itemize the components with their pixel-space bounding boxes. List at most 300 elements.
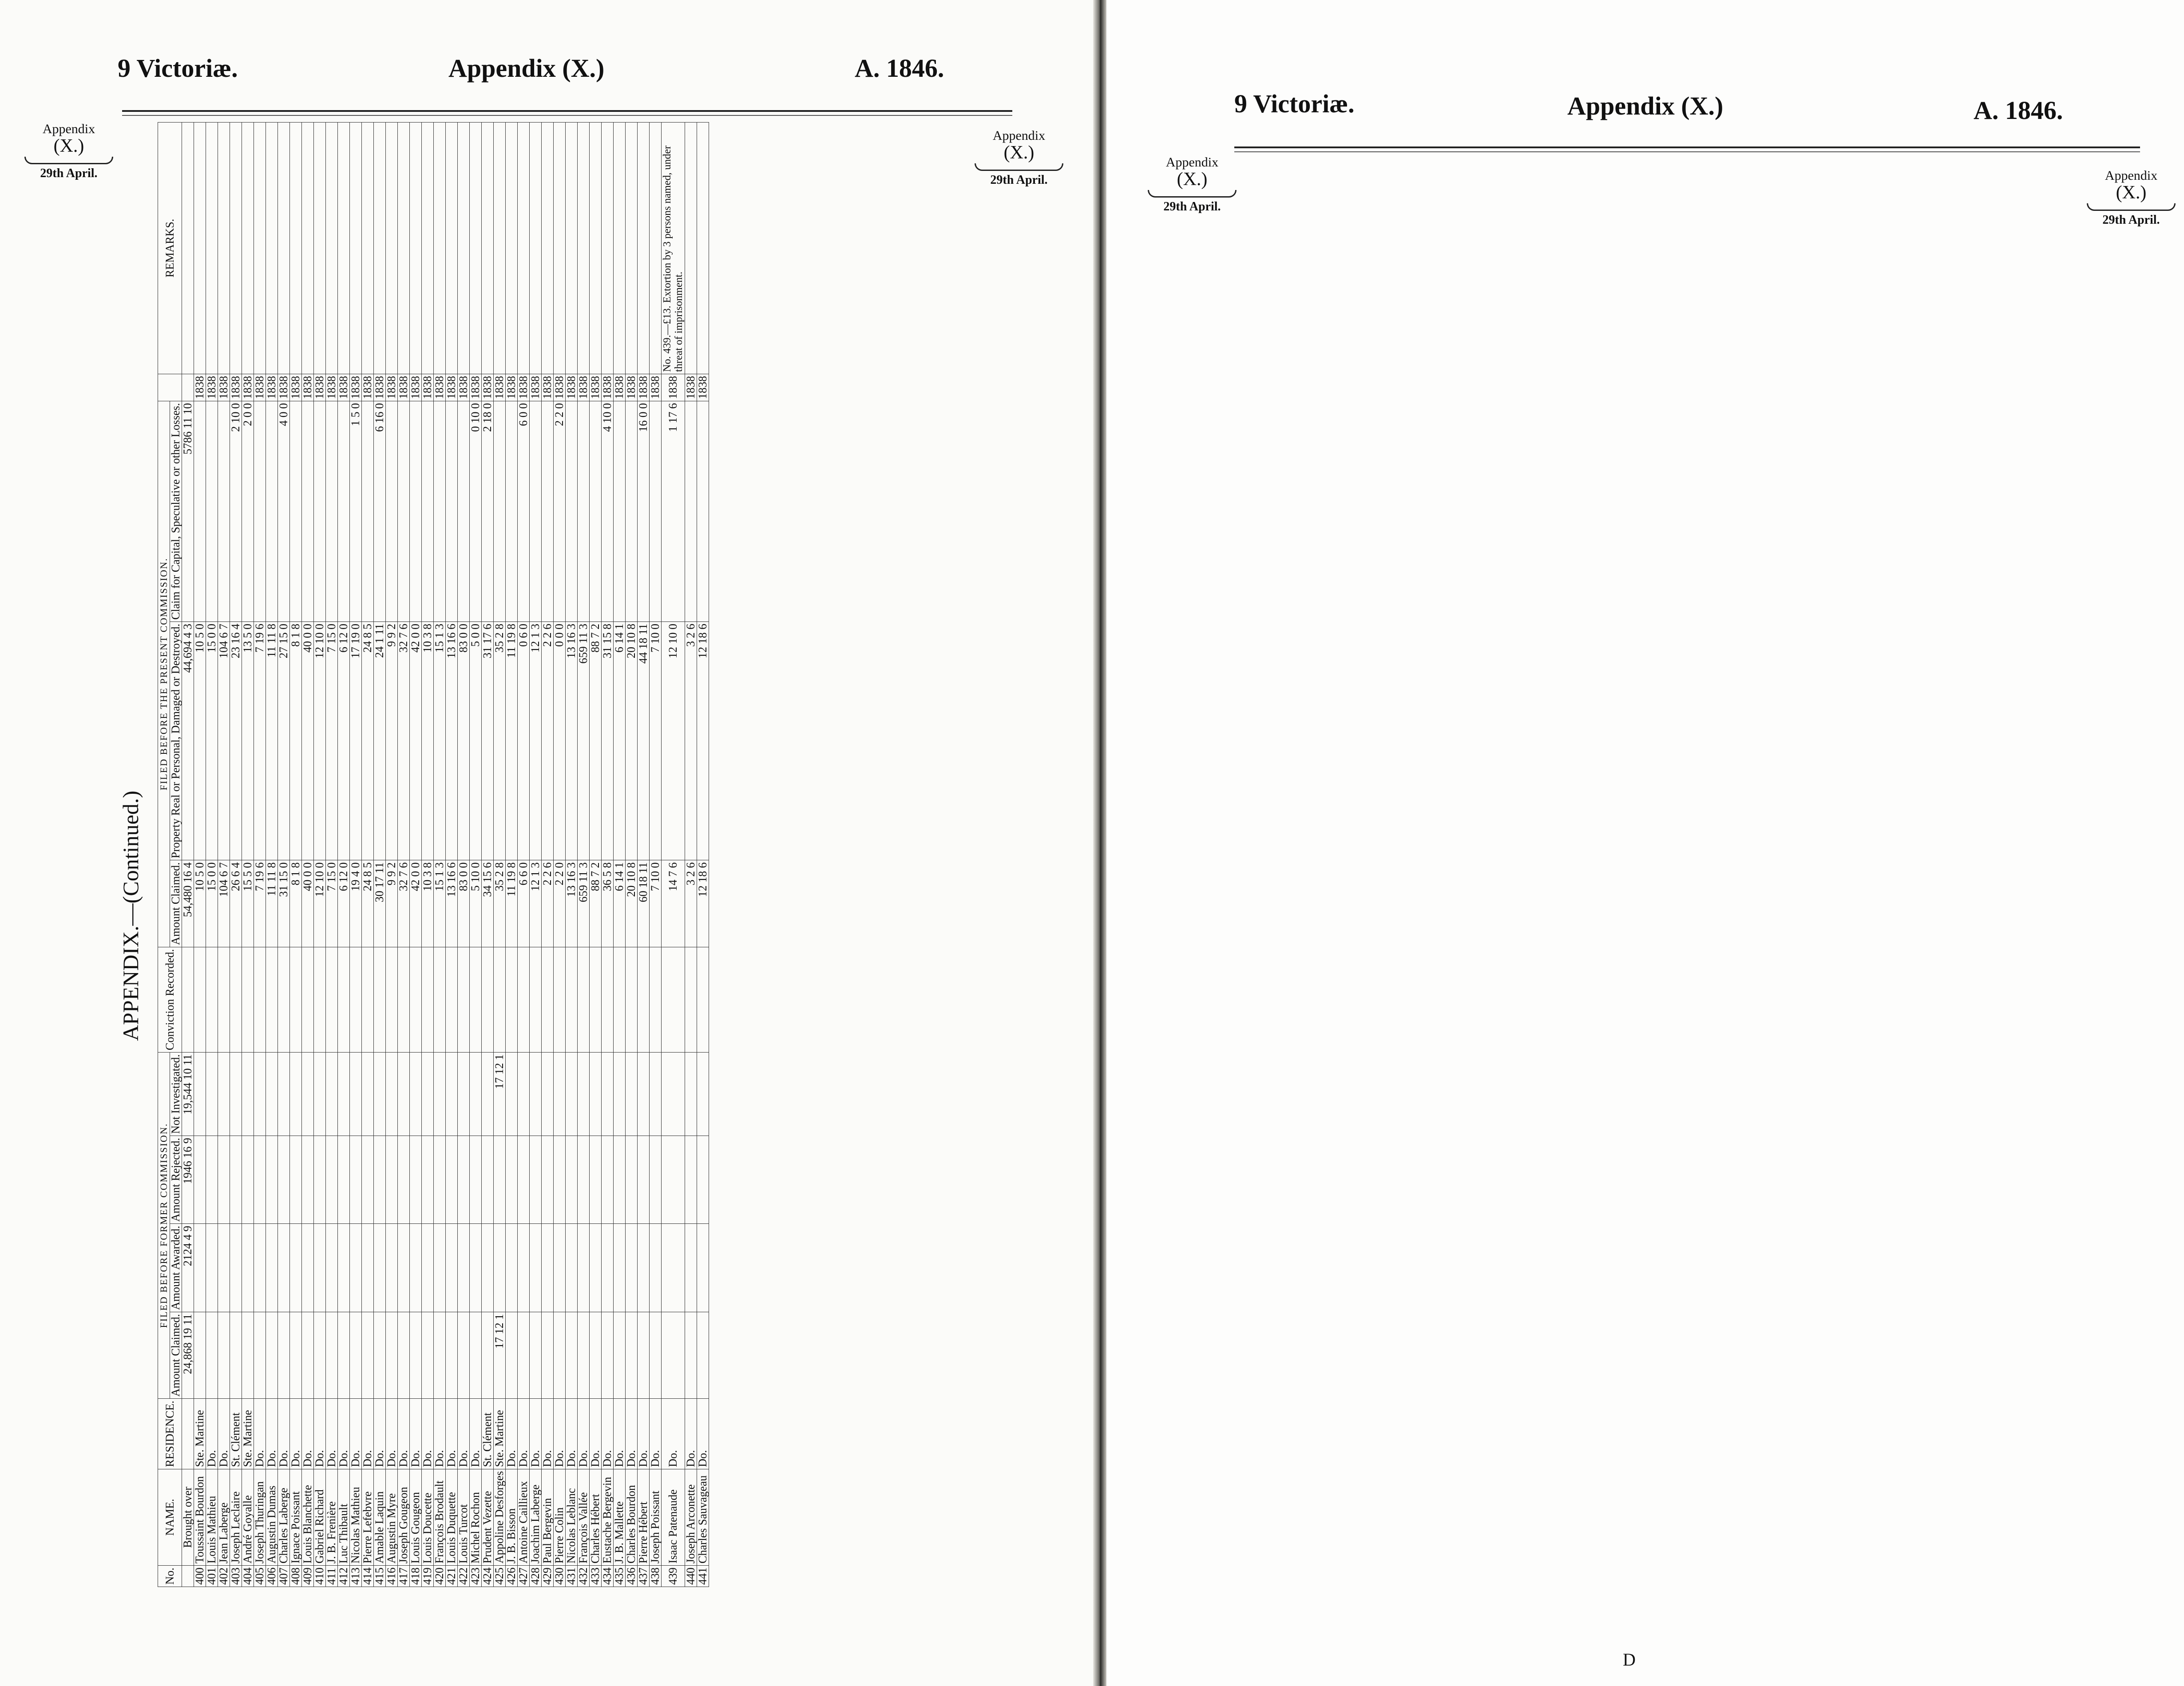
row-present-claimed: 12 10 0 (314, 860, 326, 947)
row-conviction (662, 947, 685, 1052)
row-year: 1838 (662, 374, 685, 401)
row-property: 12 10 0 (314, 621, 326, 860)
row-no: 403 (230, 1566, 242, 1587)
row-rejected (206, 1136, 218, 1224)
row-former-claimed (374, 1312, 386, 1398)
row-awarded (338, 1224, 350, 1312)
table-title: APPENDIX.—(Continued.) (118, 791, 143, 1041)
row-not-investigated (374, 1053, 386, 1136)
row-claim-for (206, 401, 218, 621)
row-name: Joachim Laberge (530, 1469, 542, 1565)
row-property: 7 10 0 (650, 621, 662, 860)
row-not-investigated: 17 12 1 (494, 1053, 506, 1136)
row-awarded (590, 1224, 602, 1312)
row-claim-for (614, 401, 626, 621)
row-claim-for (650, 401, 662, 621)
row-present-claimed: 3 2 6 (685, 860, 697, 947)
row-property: 12 18 6 (697, 621, 709, 860)
row-remarks (685, 123, 697, 374)
row-former-claimed (242, 1312, 254, 1398)
row-no: 441 (697, 1566, 709, 1587)
row-name: Joseph Poissant (650, 1469, 662, 1565)
row-conviction (350, 947, 362, 1052)
row-property: 32 7 6 (398, 621, 410, 860)
table-row (326, 123, 338, 1587)
row-present-claimed: 26 6 4 (230, 860, 242, 947)
row-name: François Vallée (578, 1469, 590, 1565)
row-property: 88 7 2 (590, 621, 602, 860)
row-claim-for: 6 0 0 (518, 401, 530, 621)
row-present-claimed: 7 10 0 (650, 860, 662, 947)
row-no: 419 (422, 1566, 434, 1587)
row-remarks (470, 123, 482, 374)
row-former-claimed (602, 1312, 614, 1398)
row-awarded (697, 1224, 709, 1312)
row-awarded (638, 1224, 650, 1312)
row-residence: Do. (626, 1399, 638, 1469)
row-conviction (230, 947, 242, 1052)
row-conviction (470, 947, 482, 1052)
row-former-claimed (338, 1312, 350, 1398)
row-remarks (242, 123, 254, 374)
margin-appendix: Appendix (42, 122, 95, 136)
row-property: 83 0 0 (458, 621, 470, 860)
row-awarded (650, 1224, 662, 1312)
row-rejected (302, 1136, 314, 1224)
row-no: 418 (410, 1566, 422, 1587)
table-row (206, 123, 218, 1587)
row-name: Louis Mathieu (206, 1469, 218, 1565)
row-year: 1838 (206, 374, 218, 401)
margin-appendix: Appendix (1165, 155, 1219, 170)
col-present-claimed: Amount Claimed. (170, 860, 182, 947)
row-not-investigated (398, 1053, 410, 1136)
margin-note-left (24, 122, 113, 180)
row-rejected (578, 1136, 590, 1224)
header-year: A. 1846. (1974, 96, 2063, 125)
table-row (518, 123, 530, 1587)
row-year: 1838 (554, 374, 566, 401)
row-remarks (266, 123, 278, 374)
row-remarks (614, 123, 626, 374)
row-rejected (662, 1136, 685, 1224)
row-claim-for (218, 401, 230, 621)
table-row (434, 123, 446, 1587)
margin-date: 29th April. (40, 166, 98, 180)
row-remarks (314, 123, 326, 374)
row-rejected (458, 1136, 470, 1224)
row-former-claimed (290, 1312, 302, 1398)
row-residence: Do. (410, 1399, 422, 1469)
row-not-investigated (218, 1053, 230, 1136)
row-property: 20 10 8 (626, 621, 638, 860)
row-year: 1838 (374, 374, 386, 401)
row-claim-for (506, 401, 518, 621)
row-residence: Do. (266, 1399, 278, 1469)
row-no: 402 (218, 1566, 230, 1587)
row-name: Joseph Thuringan (254, 1469, 266, 1565)
row-year: 1838 (434, 374, 446, 401)
row-not-investigated (506, 1053, 518, 1136)
row-claim-for: 6 16 0 (374, 401, 386, 621)
row-rejected (230, 1136, 242, 1224)
table-row (254, 123, 266, 1587)
row-year: 1838 (218, 374, 230, 401)
row-year: 1838 (650, 374, 662, 401)
table-row (685, 123, 697, 1587)
row-property: 11 19 8 (506, 621, 518, 860)
row-name: J. B. Frenière (326, 1469, 338, 1565)
row-residence: Do. (206, 1399, 218, 1469)
row-rejected (590, 1136, 602, 1224)
row-former-claimed (566, 1312, 578, 1398)
row-not-investigated (554, 1053, 566, 1136)
row-awarded (326, 1224, 338, 1312)
row-present-claimed: 6 12 0 (338, 860, 350, 947)
row-property: 2 2 6 (542, 621, 554, 860)
table-row (242, 123, 254, 1587)
row-present-claimed: 2 2 6 (542, 860, 554, 947)
row-not-investigated (314, 1053, 326, 1136)
row-former-claimed (314, 1312, 326, 1398)
row-rejected (290, 1136, 302, 1224)
row-present-claimed: 15 0 0 (206, 860, 218, 947)
table-row (590, 123, 602, 1587)
row-awarded (254, 1224, 266, 1312)
row-present-claimed: 104 6 7 (218, 860, 230, 947)
row-awarded (302, 1224, 314, 1312)
row-remarks (230, 123, 242, 374)
row-remarks (542, 123, 554, 374)
row-year: 1838 (590, 374, 602, 401)
row-not-investigated (362, 1053, 374, 1136)
row-awarded (482, 1224, 494, 1312)
col-no: No. (158, 1566, 182, 1587)
row-not-investigated (602, 1053, 614, 1136)
table-row (350, 123, 362, 1587)
table-row (290, 123, 302, 1587)
row-no: 416 (386, 1566, 398, 1587)
row-year: 1838 (302, 374, 314, 401)
row-property: 40 0 0 (302, 621, 314, 860)
row-claim-for (386, 401, 398, 621)
row-rejected (626, 1136, 638, 1224)
row-conviction (530, 947, 542, 1052)
row-rejected (566, 1136, 578, 1224)
row-claim-for (422, 401, 434, 621)
row-conviction (566, 947, 578, 1052)
margin-x: (X.) (1177, 169, 1208, 190)
row-property: 11 11 8 (266, 621, 278, 860)
row-remarks (194, 123, 206, 374)
row-awarded (458, 1224, 470, 1312)
row-present-claimed: 10 3 8 (422, 860, 434, 947)
row-remarks (278, 123, 290, 374)
row-year: 1838 (230, 374, 242, 401)
table-row (458, 123, 470, 1587)
row-not-investigated (458, 1053, 470, 1136)
table-row (278, 123, 290, 1587)
row-rejected (326, 1136, 338, 1224)
row-claim-for (697, 401, 709, 621)
row-conviction (398, 947, 410, 1052)
row-former-claimed (194, 1312, 206, 1398)
header-appendix: Appendix (X.) (448, 54, 605, 83)
row-residence: Do. (530, 1399, 542, 1469)
row-residence: Do. (434, 1399, 446, 1469)
row-name: Augustin Dumas (266, 1469, 278, 1565)
row-name: Louis Blanchette (302, 1469, 314, 1565)
row-no: 431 (566, 1566, 578, 1587)
row-conviction (638, 947, 650, 1052)
row-conviction (218, 947, 230, 1052)
row-no: 421 (446, 1566, 458, 1587)
row-present-claimed: 32 7 6 (398, 860, 410, 947)
left-claims-table-rotated (158, 122, 995, 1587)
row-awarded (278, 1224, 290, 1312)
row-conviction (362, 947, 374, 1052)
row-residence: Ste. Martine (494, 1399, 506, 1469)
row-remarks (290, 123, 302, 374)
row-residence: Do. (470, 1399, 482, 1469)
row-present-claimed: 19 4 0 (350, 860, 362, 947)
table-row (650, 123, 662, 1587)
row-name: Augustin Myre (386, 1469, 398, 1565)
table-row (506, 123, 518, 1587)
row-no: 423 (470, 1566, 482, 1587)
row-former-claimed (470, 1312, 482, 1398)
row-property: 17 19 0 (350, 621, 362, 860)
row-property: 15 1 3 (434, 621, 446, 860)
row-not-investigated (614, 1053, 626, 1136)
bo-former-claimed: 24,868 19 11 (182, 1312, 194, 1398)
row-conviction (266, 947, 278, 1052)
row-former-claimed (278, 1312, 290, 1398)
row-year: 1838 (494, 374, 506, 401)
row-year: 1838 (386, 374, 398, 401)
margin-note-left (1148, 155, 1237, 213)
row-name: Louis Duquette (446, 1469, 458, 1565)
row-awarded (470, 1224, 482, 1312)
row-awarded (518, 1224, 530, 1312)
row-not-investigated (254, 1053, 266, 1136)
table-row (338, 123, 350, 1587)
row-present-claimed: 88 7 2 (590, 860, 602, 947)
row-present-claimed: 8 1 8 (290, 860, 302, 947)
row-property: 13 16 3 (566, 621, 578, 860)
header-rule (1234, 146, 2140, 152)
col-group-present: FILED BEFORE THE PRESENT COMMISSION. (158, 401, 170, 947)
brace (24, 157, 113, 164)
header-appendix: Appendix (X.) (1567, 91, 1724, 120)
margin-x: (X.) (1003, 142, 1035, 163)
row-residence: Do. (278, 1399, 290, 1469)
row-no: 417 (398, 1566, 410, 1587)
row-awarded (230, 1224, 242, 1312)
row-former-claimed (206, 1312, 218, 1398)
row-conviction (446, 947, 458, 1052)
row-conviction (458, 947, 470, 1052)
row-residence: Do. (314, 1399, 326, 1469)
table-row (398, 123, 410, 1587)
row-residence: Do. (590, 1399, 602, 1469)
row-name: Joseph Leclaire (230, 1469, 242, 1565)
row-remarks (386, 123, 398, 374)
row-year: 1838 (506, 374, 518, 401)
row-not-investigated (578, 1053, 590, 1136)
table-row (614, 123, 626, 1587)
row-remarks (590, 123, 602, 374)
row-former-claimed (590, 1312, 602, 1398)
table-row (362, 123, 374, 1587)
row-not-investigated (278, 1053, 290, 1136)
row-name: André Goyalle (242, 1469, 254, 1565)
row-rejected (518, 1136, 530, 1224)
row-awarded (242, 1224, 254, 1312)
row-awarded (554, 1224, 566, 1312)
row-former-claimed (410, 1312, 422, 1398)
row-property: 8 1 8 (290, 621, 302, 860)
row-residence: St. Clément (482, 1399, 494, 1469)
row-rejected (494, 1136, 506, 1224)
table-row (230, 123, 242, 1587)
row-present-claimed: 15 1 3 (434, 860, 446, 947)
row-remarks (458, 123, 470, 374)
row-no: 435 (614, 1566, 626, 1587)
table-row (386, 123, 398, 1587)
row-property: 31 15 8 (602, 621, 614, 860)
row-residence: Do. (638, 1399, 650, 1469)
row-not-investigated (302, 1053, 314, 1136)
row-conviction (302, 947, 314, 1052)
row-year: 1838 (350, 374, 362, 401)
row-former-claimed (578, 1312, 590, 1398)
row-residence: Do. (685, 1399, 697, 1469)
row-awarded (506, 1224, 518, 1312)
row-former-claimed (650, 1312, 662, 1398)
row-conviction (542, 947, 554, 1052)
row-residence: Do. (422, 1399, 434, 1469)
row-residence: Do. (662, 1399, 685, 1469)
row-year: 1838 (697, 374, 709, 401)
margin-date: 29th April. (2102, 213, 2160, 227)
row-remarks (338, 123, 350, 374)
row-claim-for (566, 401, 578, 621)
row-no: 410 (314, 1566, 326, 1587)
row-year: 1838 (482, 374, 494, 401)
brought-over-label: Brought over (182, 1469, 194, 1565)
row-not-investigated (518, 1053, 530, 1136)
row-not-investigated (194, 1053, 206, 1136)
row-residence: Do. (650, 1399, 662, 1469)
row-property: 10 5 0 (194, 621, 206, 860)
row-awarded (578, 1224, 590, 1312)
row-not-investigated (338, 1053, 350, 1136)
row-no: 400 (194, 1566, 206, 1587)
row-conviction (506, 947, 518, 1052)
row-remarks (638, 123, 650, 374)
row-present-claimed: 15 5 0 (242, 860, 254, 947)
row-year: 1838 (578, 374, 590, 401)
table-row (494, 123, 506, 1587)
row-property: 7 19 6 (254, 621, 266, 860)
row-awarded (266, 1224, 278, 1312)
row-present-claimed: 11 19 8 (506, 860, 518, 947)
row-former-claimed (350, 1312, 362, 1398)
row-no: 436 (626, 1566, 638, 1587)
row-property: 24 1 11 (374, 621, 386, 860)
row-rejected (446, 1136, 458, 1224)
row-remarks (446, 123, 458, 374)
row-former-claimed (266, 1312, 278, 1398)
row-property: 13 16 6 (446, 621, 458, 860)
row-present-claimed: 14 7 6 (662, 860, 685, 947)
row-claim-for (434, 401, 446, 621)
row-name: Louis Doucette (422, 1469, 434, 1565)
row-remarks (254, 123, 266, 374)
row-property: 31 17 6 (482, 621, 494, 860)
row-name: Joseph Gougeon (398, 1469, 410, 1565)
row-year: 1838 (470, 374, 482, 401)
row-rejected (650, 1136, 662, 1224)
row-not-investigated (697, 1053, 709, 1136)
row-name: Nicolas Mathieu (350, 1469, 362, 1565)
row-former-claimed (326, 1312, 338, 1398)
row-conviction (338, 947, 350, 1052)
row-name: Luc Thibault (338, 1469, 350, 1565)
row-remarks (206, 123, 218, 374)
row-former-claimed (398, 1312, 410, 1398)
col-amount-claimed: Amount Claimed. (170, 1312, 182, 1398)
row-former-claimed (626, 1312, 638, 1398)
row-year: 1838 (518, 374, 530, 401)
row-year: 1838 (290, 374, 302, 401)
row-not-investigated (650, 1053, 662, 1136)
row-name: Pierre Colin (554, 1469, 566, 1565)
row-residence: Do. (697, 1399, 709, 1469)
row-present-claimed: 30 17 11 (374, 860, 386, 947)
bo-not-investigated: 19,544 10 11 (182, 1053, 194, 1136)
row-residence: Do. (602, 1399, 614, 1469)
row-awarded (386, 1224, 398, 1312)
row-rejected (374, 1136, 386, 1224)
bo-present-claimed: 54,480 16 4 (182, 860, 194, 947)
row-conviction (434, 947, 446, 1052)
row-name: Eustache Bergevin (602, 1469, 614, 1565)
row-conviction (626, 947, 638, 1052)
margin-date: 29th April. (990, 173, 1048, 187)
row-claim-for (410, 401, 422, 621)
row-residence: Do. (350, 1399, 362, 1469)
row-conviction (602, 947, 614, 1052)
row-residence: Do. (254, 1399, 266, 1469)
row-not-investigated (422, 1053, 434, 1136)
row-rejected (434, 1136, 446, 1224)
row-year: 1838 (398, 374, 410, 401)
row-conviction (386, 947, 398, 1052)
row-residence: Do. (302, 1399, 314, 1469)
row-rejected (314, 1136, 326, 1224)
row-remarks (362, 123, 374, 374)
row-year: 1838 (446, 374, 458, 401)
row-claim-for (290, 401, 302, 621)
row-awarded (398, 1224, 410, 1312)
row-residence: St. Clément (230, 1399, 242, 1469)
row-awarded (362, 1224, 374, 1312)
row-awarded (422, 1224, 434, 1312)
row-claim-for: 1 5 0 (350, 401, 362, 621)
row-property: 5 0 0 (470, 621, 482, 860)
